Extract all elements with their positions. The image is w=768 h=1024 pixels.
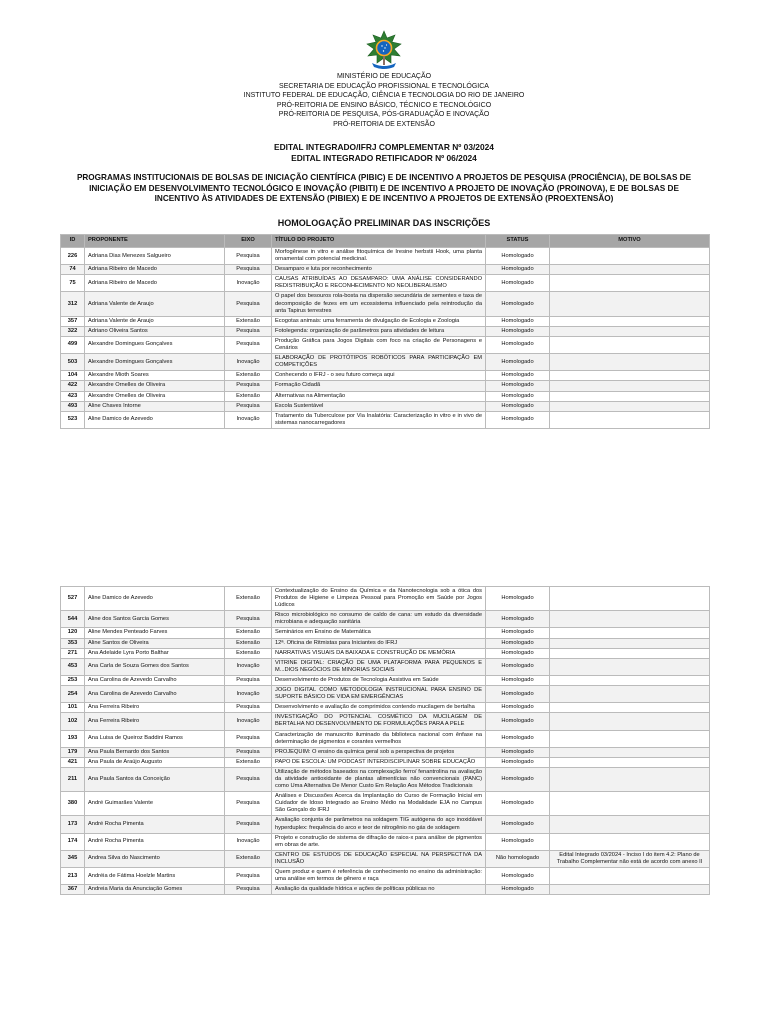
cell-eixo: Pesquisa — [225, 381, 272, 391]
cell-eixo: Extensão — [225, 391, 272, 401]
cell-titulo: Desamparo e luta por reconhecimento — [272, 265, 486, 275]
cell-status: Homologado — [486, 648, 550, 658]
cell-eixo: Pesquisa — [225, 336, 272, 353]
cell-motivo — [550, 816, 710, 833]
cell-eixo: Pesquisa — [225, 747, 272, 757]
cell-proponente: Ana Luisa de Queiroz Baddini Ramos — [85, 730, 225, 747]
cell-id: 423 — [61, 391, 85, 401]
cell-proponente: Adriana Dias Menezes Salgueiro — [85, 248, 225, 265]
cell-id: 422 — [61, 381, 85, 391]
cell-eixo: Pesquisa — [225, 885, 272, 895]
cell-proponente: Alexandre Domingues Gonçalves — [85, 354, 225, 371]
cell-proponente: Alexandre Ornelles de Oliveira — [85, 381, 225, 391]
table-row — [61, 730, 710, 747]
cell-id: 544 — [61, 611, 85, 628]
table-body-page-2 — [61, 587, 710, 895]
cell-id: 226 — [61, 248, 85, 265]
cell-titulo: Desenvolvimento e avaliação de comprimidos contendo mucilagem de bertalha — [272, 703, 486, 713]
cell-id: 253 — [61, 675, 85, 685]
table-row — [61, 850, 710, 867]
cell-eixo: Pesquisa — [225, 703, 272, 713]
table-row — [61, 611, 710, 628]
section-title: HOMOLOGAÇÃO PRELIMINAR DAS INSCRIÇÕES — [277, 218, 491, 228]
cell-titulo: Risco microbiológico no consumo de caldo de cana: um estudo da diversidade microbiana e adequação sanitária — [272, 611, 486, 628]
cell-status: Homologado — [486, 391, 550, 401]
cell-status: Homologado — [486, 371, 550, 381]
cell-id: 493 — [61, 401, 85, 411]
cell-id: 213 — [61, 868, 85, 885]
cell-motivo — [550, 316, 710, 326]
table-row — [61, 885, 710, 895]
cell-proponente: Ana Ferreira Ribeiro — [85, 703, 225, 713]
homologation-table-continued — [60, 586, 710, 895]
table-row — [61, 833, 710, 850]
cell-status: Homologado — [486, 703, 550, 713]
header-line: PRÓ-REITORIA DE EXTENSÃO — [333, 120, 435, 128]
column-header-motivo: MOTIVO — [550, 235, 710, 248]
cell-proponente: Ana Paula de Araújo Augusto — [85, 757, 225, 767]
cell-eixo: Pesquisa — [225, 767, 272, 791]
cell-proponente: Aline Damico de Azevedo — [85, 587, 225, 611]
cell-titulo: ELABORAÇÃO DE PROTÓTIPOS ROBÓTICOS PARA PARTICIPAÇÃO EM COMPETIÇÕES — [272, 354, 486, 371]
cell-motivo — [550, 401, 710, 411]
cell-motivo — [550, 658, 710, 675]
cell-titulo: INVESTIGAÇÃO DO POTENCIAL COSMÉTICO DA MUCILAGEM DE BERTALHA NO DESENVOLVIMENTO DE FORMULAÇÕES PARA A PELE — [272, 713, 486, 730]
table-row — [61, 757, 710, 767]
cell-status: Homologado — [486, 354, 550, 371]
cell-titulo: PAPO DE ESCOLA: UM PODCAST INTERDISCIPLINAR SOBRE EDUCAÇÃO — [272, 757, 486, 767]
cell-status: Homologado — [486, 767, 550, 791]
cell-motivo — [550, 326, 710, 336]
cell-status: Homologado — [486, 675, 550, 685]
cell-eixo: Inovação — [225, 275, 272, 292]
cell-eixo: Inovação — [225, 354, 272, 371]
table-row — [61, 381, 710, 391]
table-row — [61, 411, 710, 428]
cell-id: 120 — [61, 628, 85, 638]
cell-proponente: Adriana Ribeiro de Macedo — [85, 265, 225, 275]
cell-status: Homologado — [486, 292, 550, 316]
cell-eixo: Inovação — [225, 658, 272, 675]
cell-titulo: Morfogênese in vitro e análise fitoquímica de Iresine herbstii Hook, uma planta ornamental com potencial medicinal. — [272, 248, 486, 265]
cell-eixo: Inovação — [225, 713, 272, 730]
cell-id: 312 — [61, 292, 85, 316]
cell-id: 345 — [61, 850, 85, 867]
cell-titulo: Escola Sustentável — [272, 401, 486, 411]
cell-motivo — [550, 833, 710, 850]
cell-eixo: Extensão — [225, 638, 272, 648]
cell-status: Homologado — [486, 713, 550, 730]
cell-motivo — [550, 587, 710, 611]
cell-id: 527 — [61, 587, 85, 611]
cell-titulo: Conhecendo o IFRJ - o seu futuro começa aqui — [272, 371, 486, 381]
cell-id: 211 — [61, 767, 85, 791]
cell-motivo — [550, 628, 710, 638]
cell-id: 101 — [61, 703, 85, 713]
cell-titulo: CAUSAS ATRIBUÍDAS AO DESAMPARO: UMA ANÁLISE CONSIDERANDO REDISTRIBUIÇÃO E RECONHECIMENTO NO NEOLIBERALISMO — [272, 275, 486, 292]
cell-proponente: Adriana Valente de Araujo — [85, 292, 225, 316]
table-body-page-1 — [61, 248, 710, 429]
table-row — [61, 713, 710, 730]
edital-title: EDITAL INTEGRADO RETIFICADOR Nº 06/2024 — [291, 153, 477, 163]
cell-titulo: JOGO DIGITAL COMO METODOLOGIA INSTRUCIONAL PARA ENSINO DE SUPORTE BÁSICO DE VIDA EM EMERGÊNCIAS — [272, 686, 486, 703]
cell-titulo: Alternativas na Alimentação — [272, 391, 486, 401]
cell-status: Homologado — [486, 381, 550, 391]
cell-proponente: Adriana Valente de Araujo — [85, 316, 225, 326]
cell-status: Homologado — [486, 833, 550, 850]
cell-status: Homologado — [486, 730, 550, 747]
cell-id: 380 — [61, 792, 85, 816]
table-row — [61, 336, 710, 353]
table-row — [61, 275, 710, 292]
cell-status: Homologado — [486, 628, 550, 638]
cell-proponente: Aline Mendes Penteado Farves — [85, 628, 225, 638]
cell-id: 523 — [61, 411, 85, 428]
cell-id: 499 — [61, 336, 85, 353]
cell-motivo — [550, 638, 710, 648]
cell-motivo — [550, 354, 710, 371]
cell-status: Homologado — [486, 326, 550, 336]
cell-titulo: O papel dos besouros rola-bosta na dispersão secundária de sementes e taxa de decomposição de fezes em um ecossistema influenciado pela reintrodução da anta Tapirus terrestres — [272, 292, 486, 316]
cell-motivo — [550, 275, 710, 292]
cell-status: Homologado — [486, 885, 550, 895]
cell-id: 74 — [61, 265, 85, 275]
cell-titulo: CENTRO DE ESTUDOS DE EDUCAÇÃO ESPECIAL NA PERSPECTIVA DA INCLUSÃO — [272, 850, 486, 867]
cell-status: Homologado — [486, 611, 550, 628]
cell-eixo: Extensão — [225, 628, 272, 638]
table-row — [61, 401, 710, 411]
table-row — [61, 686, 710, 703]
cell-id: 75 — [61, 275, 85, 292]
cell-proponente: Andreia Maria da Anunciação Gomes — [85, 885, 225, 895]
table-row — [61, 638, 710, 648]
cell-titulo: Contextualização do Ensino da Química e da Nanotecnologia sob a ótica dos Produtos de Higiene e Limpeza Pessoal para Promoção em Saúde por Jogos Lúdicos — [272, 587, 486, 611]
edital-title: EDITAL INTEGRADO/IFRJ COMPLEMENTAR Nº 03/2024 — [274, 142, 494, 152]
cell-titulo: Utilização de métodos baseados na complexação ferro/ fenantrolina na avaliação da atividade antioxidante de plantas alimentícias não convencionais (PANC) como Uma Alternativa De Menor Custo Em Relação Aos Métodos Tradicionais — [272, 767, 486, 791]
cell-status: Homologado — [486, 747, 550, 757]
header-line: PRÓ-REITORIA DE ENSINO BÁSICO, TÉCNICO E TECNOLÓGICO — [276, 101, 492, 109]
cell-titulo: Caracterização de manuscrito iluminado da biblioteca nacional com ênfase na determinação de pigmentos e corantes vermelhos — [272, 730, 486, 747]
cell-eixo: Pesquisa — [225, 265, 272, 275]
edital-titles — [0, 142, 768, 164]
cell-titulo: Produção Gráfica para Jogos Digitais com foco na criação de Personagens e Cenários — [272, 336, 486, 353]
cell-id: 193 — [61, 730, 85, 747]
cell-proponente: Ana Paula Bernardo dos Santos — [85, 747, 225, 757]
cell-proponente: Ana Carolina de Azevedo Carvalho — [85, 686, 225, 703]
table-row — [61, 648, 710, 658]
cell-motivo — [550, 336, 710, 353]
cell-motivo — [550, 611, 710, 628]
cell-titulo: Análises e Discussões Acerca da Implantação do Curso de Formação Inicial em Cuidador de Idoso Integrado ao Ensino Médio na Modalidade EJA no Campus São Gonçalo do IFRJ — [272, 792, 486, 816]
cell-motivo — [550, 747, 710, 757]
cell-id: 367 — [61, 885, 85, 895]
cell-titulo: NARRATIVAS VISUAIS DA BAIXADA E CONSTRUÇÃO DE MEMÓRIA — [272, 648, 486, 658]
column-header-proponente: PROPONENTE — [85, 235, 225, 248]
cell-status: Homologado — [486, 587, 550, 611]
table-row — [61, 816, 710, 833]
cell-proponente: Ana Paula Santos da Conceição — [85, 767, 225, 791]
brazil-coat-of-arms-icon — [364, 30, 404, 70]
table-row — [61, 747, 710, 757]
cell-status: Homologado — [486, 638, 550, 648]
cell-proponente: Alexandre Domingues Gonçalves — [85, 336, 225, 353]
cell-status: Homologado — [486, 868, 550, 885]
cell-status: Homologado — [486, 248, 550, 265]
cell-eixo: Inovação — [225, 411, 272, 428]
table-row — [61, 265, 710, 275]
cell-eixo: Pesquisa — [225, 401, 272, 411]
cell-status: Homologado — [486, 411, 550, 428]
cell-motivo — [550, 713, 710, 730]
cell-proponente: Andréia de Fátima Hoelzle Martins — [85, 868, 225, 885]
cell-motivo — [550, 686, 710, 703]
table-row — [61, 792, 710, 816]
cell-eixo: Pesquisa — [225, 248, 272, 265]
cell-motivo — [550, 730, 710, 747]
cell-proponente: Ana Carla de Souza Gomes dos Santos — [85, 658, 225, 675]
cell-proponente: André Rocha Pimenta — [85, 833, 225, 850]
cell-id: 173 — [61, 816, 85, 833]
cell-proponente: Ana Adelaide Lyra Porto Balthar — [85, 648, 225, 658]
table-row — [61, 628, 710, 638]
cell-status: Homologado — [486, 265, 550, 275]
cell-proponente: Aline dos Santos Garcia Gomes — [85, 611, 225, 628]
header-line: SECRETARIA DE EDUCAÇÃO PROFISSIONAL E TECNOLÓGICA — [279, 82, 489, 90]
column-header-eixo: EIXO — [225, 235, 272, 248]
cell-eixo: Extensão — [225, 850, 272, 867]
cell-proponente: Alexandre Mioth Soares — [85, 371, 225, 381]
cell-motivo — [550, 248, 710, 265]
cell-titulo: Fotolegenda: organização de parâmetros para atividades de leitura — [272, 326, 486, 336]
cell-eixo: Pesquisa — [225, 611, 272, 628]
cell-id: 357 — [61, 316, 85, 326]
table-row — [61, 767, 710, 791]
cell-proponente: Aline Damico de Azevedo — [85, 411, 225, 428]
column-header-titulo: TÍTULO DO PROJETO — [272, 235, 486, 248]
cell-eixo: Extensão — [225, 587, 272, 611]
cell-motivo — [550, 381, 710, 391]
table-row — [61, 292, 710, 316]
cell-eixo: Inovação — [225, 686, 272, 703]
cell-titulo: Ecogotas animais: uma ferramenta de divulgação de Ecologia e Zoologia — [272, 316, 486, 326]
cell-eixo: Extensão — [225, 757, 272, 767]
cell-titulo: Avaliação da qualidade hídrica e ações de políticas públicas no — [272, 885, 486, 895]
cell-proponente: Alexandre Ornelles de Oliveira — [85, 391, 225, 401]
cell-motivo — [550, 792, 710, 816]
cell-status: Não homologado — [486, 850, 550, 867]
cell-eixo: Pesquisa — [225, 868, 272, 885]
cell-titulo: Formação Cidadã — [272, 381, 486, 391]
cell-id: 421 — [61, 757, 85, 767]
column-header-status: STATUS — [486, 235, 550, 248]
cell-proponente: Aline Santos de Oliveira — [85, 638, 225, 648]
cell-motivo — [550, 675, 710, 685]
table-row — [61, 354, 710, 371]
cell-eixo: Pesquisa — [225, 675, 272, 685]
cell-status: Homologado — [486, 336, 550, 353]
cell-status: Homologado — [486, 401, 550, 411]
cell-eixo: Pesquisa — [225, 292, 272, 316]
cell-motivo — [550, 391, 710, 401]
cell-id: 453 — [61, 658, 85, 675]
cell-id: 271 — [61, 648, 85, 658]
cell-id: 254 — [61, 686, 85, 703]
table-row — [61, 326, 710, 336]
cell-proponente: André Guimarães Valente — [85, 792, 225, 816]
cell-eixo: Extensão — [225, 648, 272, 658]
cell-titulo: 12ª. Oficina de Ritmistas para Iniciantes do IFRJ — [272, 638, 486, 648]
cell-motivo — [550, 767, 710, 791]
table-row — [61, 248, 710, 265]
table-row — [61, 587, 710, 611]
cell-eixo: Pesquisa — [225, 326, 272, 336]
cell-titulo: Tratamento da Tuberculose por Via Inalatória: Caracterização in vitro e in vivo de sistemas nanocarregadores — [272, 411, 486, 428]
cell-titulo: Avaliação conjunta de parâmetros na soldagem TIG autógena do aço inoxidável hyperduplex: frequência do arco e teor de nitrogênio no gás de soldagem — [272, 816, 486, 833]
cell-id: 322 — [61, 326, 85, 336]
table-row — [61, 868, 710, 885]
cell-proponente: Adriana Ribeiro de Macedo — [85, 275, 225, 292]
cell-motivo — [550, 648, 710, 658]
cell-titulo: PROJEQUIM: O ensino da química geral sob a perspectiva de projetos — [272, 747, 486, 757]
cell-status: Homologado — [486, 816, 550, 833]
table-row — [61, 703, 710, 713]
cell-status: Homologado — [486, 757, 550, 767]
cell-eixo: Pesquisa — [225, 730, 272, 747]
table-row — [61, 658, 710, 675]
table-row — [61, 371, 710, 381]
institution-header — [0, 72, 768, 130]
cell-id: 104 — [61, 371, 85, 381]
cell-eixo: Pesquisa — [225, 792, 272, 816]
cell-motivo — [550, 265, 710, 275]
cell-eixo: Pesquisa — [225, 816, 272, 833]
table-row — [61, 391, 710, 401]
table-row — [61, 675, 710, 685]
programs-title: PROGRAMAS INSTITUCIONAIS DE BOLSAS DE INICIAÇÃO CIENTÍFICA (PIBIC) E DE INCENTIVO A PROJETOS DE PESQUISA (PROCIÊNCIA), DE BOLSAS DE INICIAÇÃO EM DESENVOLVIMENTO TECNOLÓGICO E INOVAÇÃO (PIBITI) E DE INCENTIVO A PROJETO DE INOVAÇÃO (PROINOVA), E DE BOLSAS DE INCENTIVO ÀS ATIVIDADES DE EXTENSÃO (PIBIEX) E DE INCENTIVO A PROJETOS DE EXTENSÃO (PROEXTENSÃO) — [76, 173, 692, 204]
cell-id: 102 — [61, 713, 85, 730]
cell-proponente: André Rocha Pimenta — [85, 816, 225, 833]
cell-proponente: Andrea Silva do Nascimento — [85, 850, 225, 867]
cell-titulo: VITRINE DIGITAL: CRIAÇÃO DE UMA PLATAFORMA PARA PEQUENOS E M...DIOS NEGÓCIOS DE MINORIAS SOCIAIS — [272, 658, 486, 675]
homologation-table — [60, 234, 710, 429]
cell-proponente: Ana Ferreira Ribeiro — [85, 713, 225, 730]
cell-motivo — [550, 868, 710, 885]
cell-motivo: Edital Integrado 03/2024 - Inciso I do item 4.2: Plano de Trabalho Complementar não está de acordo com anexo II — [550, 850, 710, 867]
cell-id: 503 — [61, 354, 85, 371]
cell-motivo — [550, 371, 710, 381]
table-header-row — [61, 235, 710, 248]
cell-proponente: Ana Carolina de Azevedo Carvalho — [85, 675, 225, 685]
cell-id: 353 — [61, 638, 85, 648]
table-row — [61, 316, 710, 326]
cell-eixo: Inovação — [225, 833, 272, 850]
header-line: INSTITUTO FEDERAL DE EDUCAÇÃO, CIÊNCIA E TECNOLOGIA DO RIO DE JANEIRO — [243, 92, 525, 100]
cell-status: Homologado — [486, 658, 550, 675]
cell-status: Homologado — [486, 316, 550, 326]
cell-titulo: Desenvolvimento de Produtos de Tecnologia Assistiva em Saúde — [272, 675, 486, 685]
cell-motivo — [550, 292, 710, 316]
column-header-id: ID — [61, 235, 85, 248]
cell-status: Homologado — [486, 275, 550, 292]
cell-motivo — [550, 885, 710, 895]
cell-proponente: Aline Chaves Intorne — [85, 401, 225, 411]
cell-titulo: Seminários em Ensino de Matemática — [272, 628, 486, 638]
cell-eixo: Extensão — [225, 316, 272, 326]
cell-motivo — [550, 757, 710, 767]
cell-titulo: Quem produz e quem é referência de conhecimento no ensino da administração: uma análise em termos de gênero e raça — [272, 868, 486, 885]
cell-proponente: Adriano Oliveira Santos — [85, 326, 225, 336]
cell-id: 174 — [61, 833, 85, 850]
cell-motivo — [550, 703, 710, 713]
cell-status: Homologado — [486, 686, 550, 703]
cell-titulo: Projeto e construção de sistema de difração de raios-x para análise de pigmentos em obras de arte. — [272, 833, 486, 850]
cell-status: Homologado — [486, 792, 550, 816]
header-line: MINISTÉRIO DE EDUCAÇÃO — [336, 73, 432, 80]
cell-id: 179 — [61, 747, 85, 757]
cell-motivo — [550, 411, 710, 428]
header-line: PRÓ-REITORIA DE PESQUISA, PÓS-GRADUAÇÃO E INOVAÇÃO — [278, 111, 490, 119]
cell-eixo: Extensão — [225, 371, 272, 381]
